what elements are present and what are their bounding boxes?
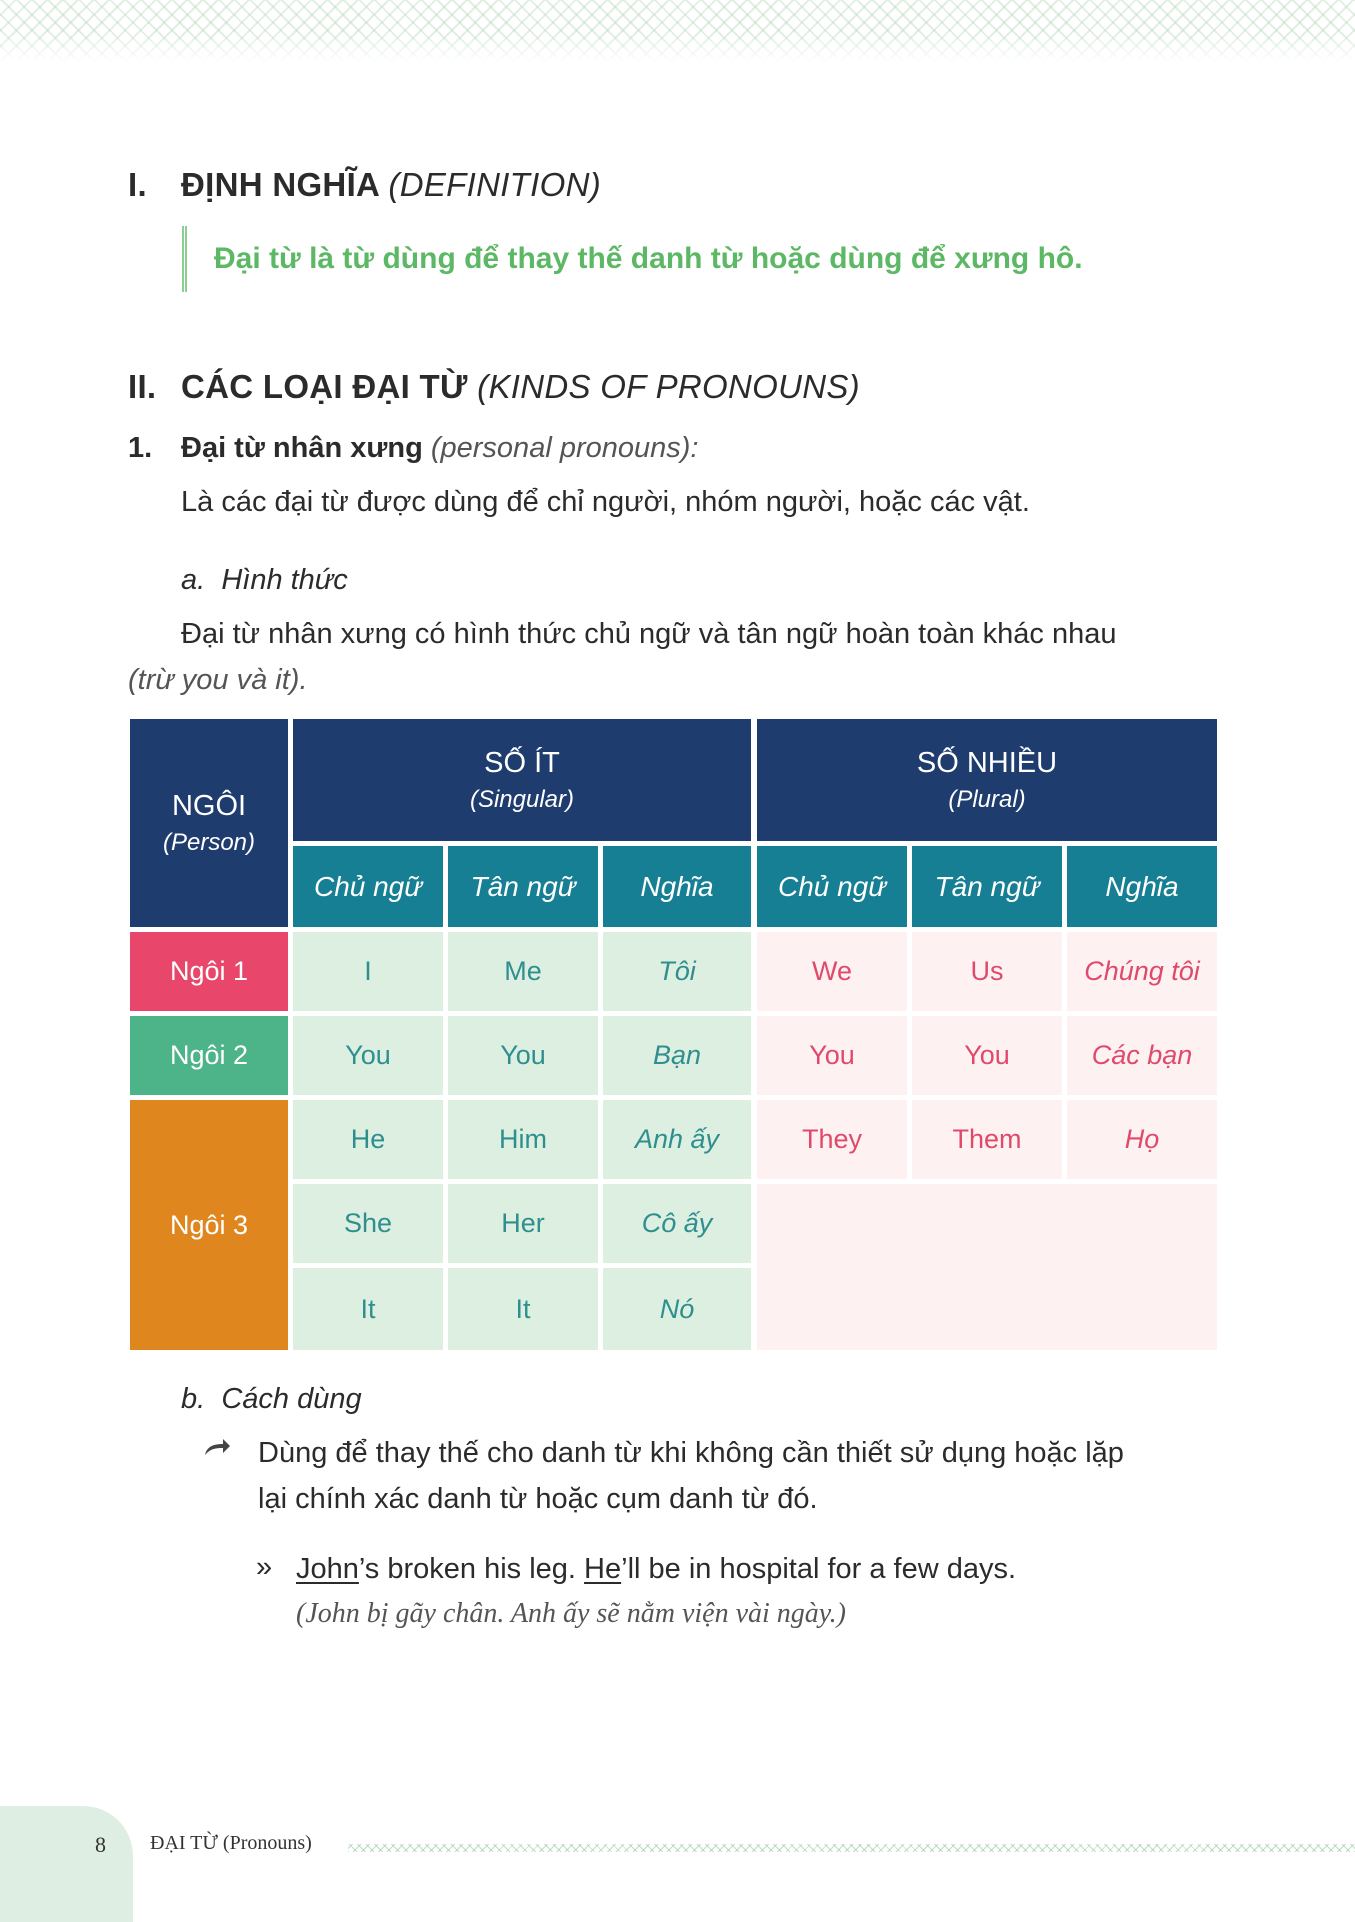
part-a-label: a.	[181, 564, 206, 596]
pronoun-table	[130, 719, 1217, 1350]
footer-page-tab	[0, 1806, 133, 1922]
cell-r3-p-subj: They	[757, 1100, 907, 1179]
cell-r3-plural-empty	[757, 1184, 1217, 1350]
subsection-1-paren: (personal pronouns):	[430, 432, 699, 464]
header-plural-meaning: Nghĩa	[1067, 846, 1217, 927]
header-person-sub: (Person)	[162, 828, 256, 856]
decorative-header-pattern	[0, 0, 1355, 62]
bullet-arrow-icon	[202, 1437, 232, 1466]
bullet-line1: Dùng để thay thế cho danh từ khi không cần thiết sử dụng hoặc lặp	[258, 1437, 1124, 1469]
cell-r3a-s-obj: Him	[448, 1100, 598, 1179]
header-plural	[757, 719, 1217, 841]
cell-r3-p-obj: Them	[912, 1100, 1062, 1179]
cell-r3b-s-mean: Cô ấy	[603, 1184, 751, 1263]
part-a-heading	[181, 564, 348, 597]
subsection-1-number: 1.	[128, 432, 153, 464]
row-label-person-3: Ngôi 3	[130, 1100, 288, 1350]
section-2-title: CÁC LOẠI ĐẠI TỪ	[181, 368, 468, 405]
example-translation: (John bị gãy chân. Anh ấy sẽ nằm viện vài ngày.)	[296, 1598, 847, 1629]
subsection-1-title: Đại từ nhân xưng	[181, 432, 423, 464]
cell-r2-p-obj: You	[912, 1016, 1062, 1095]
section-2-paren: (KINDS OF PRONOUNS)	[477, 368, 860, 405]
cell-r2-p-subj: You	[757, 1016, 907, 1095]
footer-chapter-title: ĐẠI TỪ (Pronouns)	[150, 1832, 312, 1854]
header-singular-title: SỐ ÍT	[484, 746, 560, 779]
section-2-heading	[128, 368, 860, 406]
example-part-2: ’s broken his leg.	[358, 1553, 585, 1585]
section-1-number: I.	[128, 166, 147, 203]
part-a-line1: Đại từ nhân xưng có hình thức chủ ngữ và tân ngữ hoàn toàn khác nhau	[181, 618, 1117, 650]
definition-box	[182, 226, 1137, 292]
example-marker: »	[256, 1551, 273, 1583]
header-person-title: NGÔI	[171, 789, 247, 822]
section-1-heading	[128, 166, 601, 204]
header-person	[130, 719, 288, 927]
cell-r1-p-obj: Us	[912, 932, 1062, 1011]
header-singular-subject: Chủ ngữ	[293, 846, 443, 927]
cell-r3c-s-obj: It	[448, 1268, 598, 1350]
definition-text: Đại từ là từ dùng để thay thế danh từ hoặc dùng để xưng hô.	[214, 242, 1083, 275]
header-singular-object: Tân ngữ	[448, 846, 598, 927]
cell-r3a-s-subj: He	[293, 1100, 443, 1179]
section-2-number: II.	[128, 368, 157, 405]
cell-r2-s-subj: You	[293, 1016, 443, 1095]
example-word-john: John	[296, 1553, 359, 1585]
header-singular	[293, 719, 751, 841]
part-b-heading	[181, 1383, 362, 1416]
cell-r3c-s-subj: It	[293, 1268, 443, 1350]
row-label-person-2: Ngôi 2	[130, 1016, 288, 1095]
cell-r3b-s-subj: She	[293, 1184, 443, 1263]
subsection-1-heading	[128, 432, 698, 465]
section-1-paren: (DEFINITION)	[388, 166, 601, 203]
cell-r1-p-mean: Chúng tôi	[1067, 932, 1217, 1011]
cell-r3c-s-mean: Nó	[603, 1268, 751, 1350]
part-b-label: b.	[181, 1383, 206, 1415]
cell-r2-s-mean: Bạn	[603, 1016, 751, 1095]
section-1-title: ĐỊNH NGHĨA	[181, 166, 379, 203]
cell-r1-p-subj: We	[757, 932, 907, 1011]
cell-r1-s-mean: Tôi	[603, 932, 751, 1011]
header-singular-meaning: Nghĩa	[603, 846, 751, 927]
example-word-he: He	[584, 1553, 622, 1585]
footer-decorative-line	[348, 1844, 1355, 1852]
part-b-title: Cách dùng	[221, 1383, 362, 1415]
bullet-line2: lại chính xác danh từ hoặc cụm danh từ đó.	[258, 1483, 818, 1515]
cell-r3a-s-mean: Anh ấy	[603, 1100, 751, 1179]
cell-r2-p-mean: Các bạn	[1067, 1016, 1217, 1095]
header-singular-sub: (Singular)	[469, 785, 575, 813]
cell-r3-p-mean: Họ	[1067, 1100, 1217, 1179]
cell-r1-s-obj: Me	[448, 932, 598, 1011]
header-plural-title: SỐ NHIỀU	[916, 746, 1058, 779]
row-label-person-1: Ngôi 1	[130, 932, 288, 1011]
part-a-title: Hình thức	[221, 564, 348, 596]
page-number: 8	[95, 1832, 106, 1857]
cell-r2-s-obj: You	[448, 1016, 598, 1095]
part-a-line2: (trừ you và it).	[128, 664, 308, 696]
cell-r3b-s-obj: Her	[448, 1184, 598, 1263]
example-sentence	[296, 1553, 1016, 1586]
header-plural-subject: Chủ ngữ	[757, 846, 907, 927]
header-plural-sub: (Plural)	[948, 785, 1026, 813]
cell-r1-s-subj: I	[293, 932, 443, 1011]
example-part-4: ’ll be in hospital for a few days.	[621, 1553, 1017, 1585]
header-plural-object: Tân ngữ	[912, 846, 1062, 927]
subsection-1-description: Là các đại từ được dùng để chỉ người, nhóm người, hoặc các vật.	[181, 486, 1030, 518]
